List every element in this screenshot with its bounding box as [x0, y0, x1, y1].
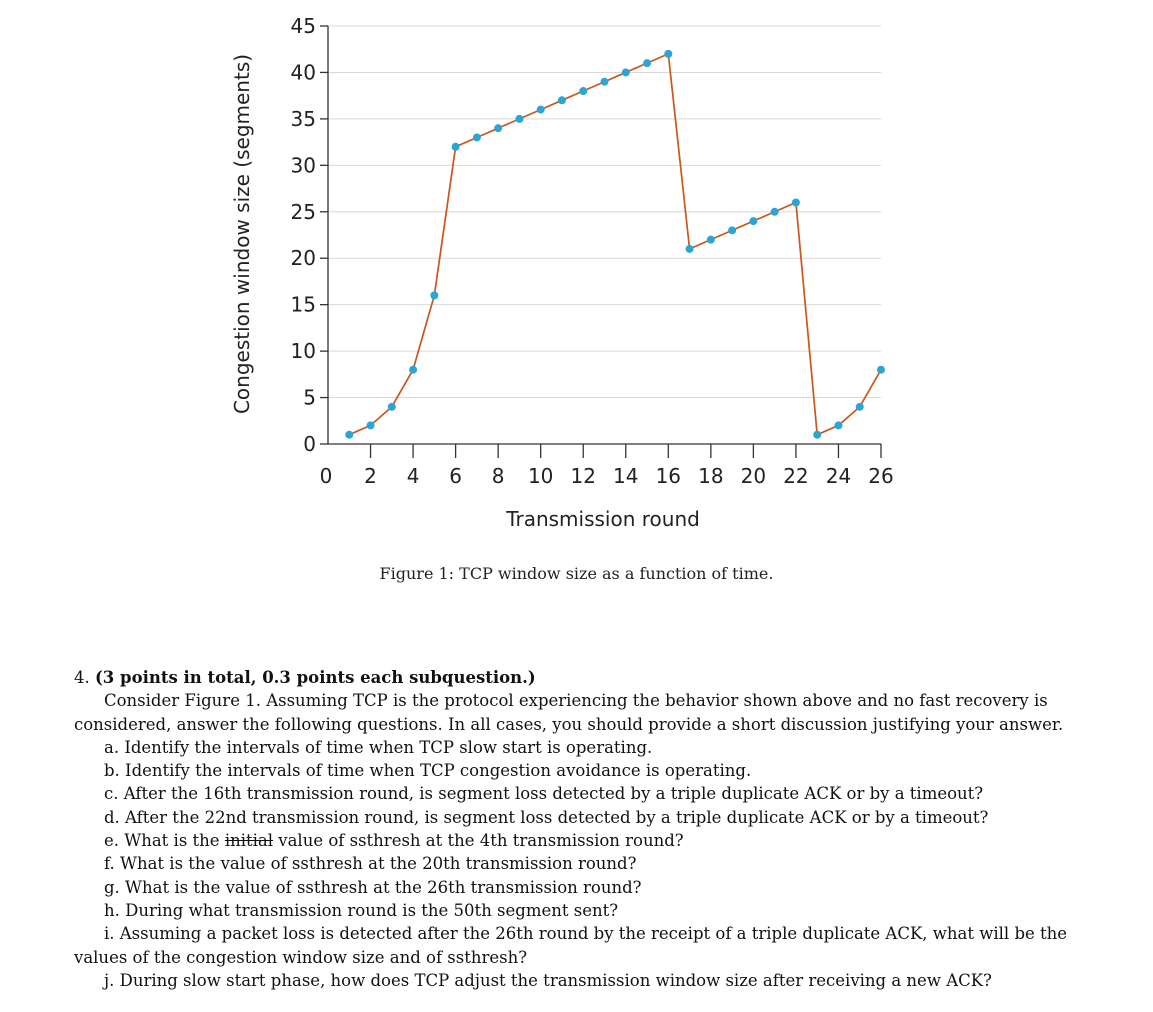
data-point-round-17 [686, 245, 694, 253]
x-tick-label-24: 24 [825, 464, 852, 488]
data-point-round-12 [579, 87, 587, 95]
y-tick-label-25: 25 [290, 199, 316, 224]
y-tick-label-35: 35 [290, 106, 316, 131]
data-points [345, 50, 885, 439]
y-tick-label-10: 10 [290, 339, 316, 364]
x-tick-label-22: 22 [783, 464, 809, 488]
subquestion-c: c. After the 16th transmission round, is segment loss detected by a triple duplicate ACK or by a timeout? [104, 784, 984, 804]
y-axis-ticks [291, 14, 328, 456]
subquestion-b: b. Identify the intervals of time when TCP congestion avoidance is operating. [104, 761, 752, 781]
question-number: 4. [74, 668, 90, 687]
subquestion-e [74, 829, 1074, 852]
data-point-round-11 [558, 96, 566, 104]
data-point-round-20 [749, 217, 757, 225]
question-points: (3 points in total, 0.3 points each subquestion.) [95, 668, 536, 687]
y-tick-label-20: 20 [290, 246, 316, 271]
question-header [74, 666, 1074, 689]
data-point-round-24 [834, 421, 842, 429]
x-tick-label-12: 12 [570, 464, 596, 488]
subquestion-f: f. What is the value of ssthresh at the 20th transmission round? [104, 854, 637, 874]
data-point-round-16 [664, 50, 672, 58]
data-point-round-7 [473, 133, 481, 141]
data-point-round-10 [537, 106, 545, 114]
question-block [74, 666, 1074, 992]
x-axis-ticks [320, 444, 894, 488]
subquestion-e-end: value of ssthresh at the 4th transmission round? [273, 831, 684, 851]
y-tick-label-5: 5 [303, 385, 316, 410]
x-tick-label-6: 6 [449, 464, 462, 488]
data-point-round-13 [601, 78, 609, 86]
data-point-round-26 [877, 366, 885, 374]
subquestion-e-start: e. What is the [104, 831, 225, 851]
x-axis-label: Transmission round [506, 507, 700, 531]
x-tick-label-0: 0 [319, 464, 333, 488]
x-tick-label-20: 20 [740, 464, 767, 488]
data-point-round-14 [622, 68, 630, 76]
x-tick-label-4: 4 [406, 464, 420, 488]
data-point-round-19 [728, 226, 736, 234]
data-point-round-2 [367, 421, 375, 429]
data-point-round-1 [345, 431, 353, 439]
data-point-round-9 [515, 115, 523, 123]
subquestion-a: a. Identify the intervals of time when TCP slow start is operating. [104, 737, 653, 757]
y-tick-label-30: 30 [290, 153, 316, 178]
y-tick-label-40: 40 [290, 60, 316, 85]
subquestion-h: h. During what transmission round is the 50th segment sent? [104, 900, 619, 920]
data-point-round-25 [856, 403, 864, 411]
data-point-round-21 [771, 208, 779, 216]
figure-caption-text: Figure 1: TCP window size as a function of time. [379, 564, 774, 583]
y-tick-label-45: 45 [290, 14, 316, 38]
data-point-round-15 [643, 59, 651, 67]
x-tick-label-16: 16 [655, 464, 682, 488]
question-intro: Consider Figure 1. Assuming TCP is the protocol experiencing the behavior shown above and no fast recovery is considered, answer the following questions. In all cases, you should provide a short discussion justifying your answer. [74, 691, 1064, 734]
x-tick-label-26: 26 [868, 464, 894, 488]
subquestion-d: d. After the 22nd transmission round, is segment loss detected by a triple duplicate ACK or by a timeout? [104, 807, 989, 827]
x-tick-label-2: 2 [364, 464, 377, 488]
subquestion-g: g. What is the value of ssthresh at the 26th transmission round? [104, 877, 642, 897]
y-tick-label-15: 15 [290, 292, 316, 317]
y-axis-label: Congestion window size (segments) [230, 53, 254, 415]
x-tick-label-10: 10 [527, 464, 554, 488]
data-point-round-3 [388, 403, 396, 411]
subquestion-j: j. During slow start phase, how does TCP adjust the transmission window size after receiving a new ACK? [104, 970, 992, 990]
data-point-round-18 [707, 236, 715, 244]
y-tick-label-0: 0 [303, 432, 316, 456]
data-point-round-6 [452, 143, 460, 151]
strikethrough-word: initial [224, 831, 274, 851]
series-line [349, 54, 881, 435]
data-point-round-22 [792, 198, 800, 206]
data-point-round-5 [430, 291, 438, 299]
x-tick-label-18: 18 [698, 464, 724, 488]
x-tick-label-8: 8 [491, 464, 505, 488]
data-point-round-4 [409, 366, 417, 374]
window-size-line [349, 54, 881, 435]
x-tick-label-14: 14 [613, 464, 639, 488]
figure-caption [0, 564, 1153, 583]
data-point-round-8 [494, 124, 502, 132]
data-point-round-23 [813, 431, 821, 439]
subquestion-i: i. Assuming a packet loss is detected after the 26th round by the receipt of a triple duplicate ACK, what will be the values of the congestion window size and of ssthresh? [74, 924, 1068, 967]
